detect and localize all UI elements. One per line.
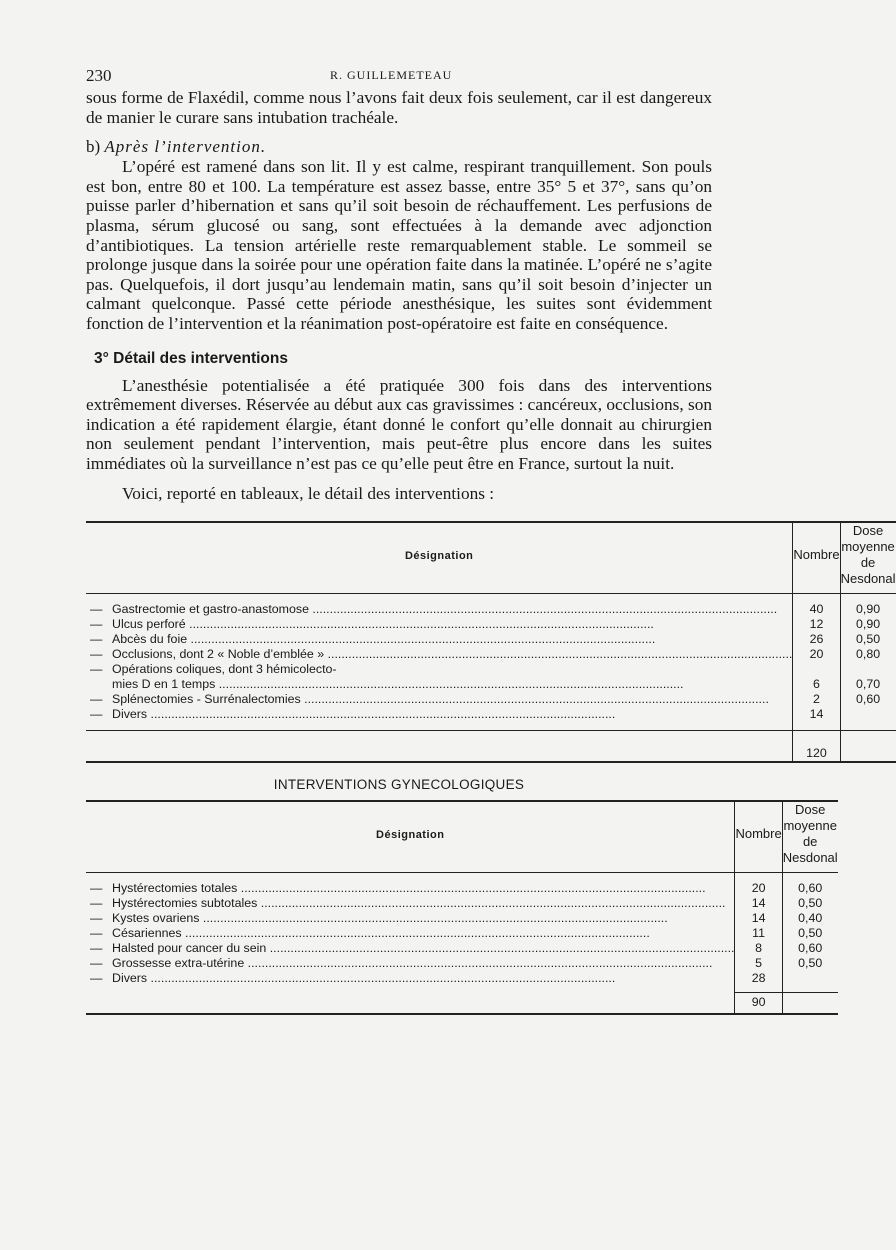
row-designation: Divers ..... — [112, 707, 792, 722]
row-dose: 0,50 — [798, 896, 823, 911]
table-row — [86, 692, 896, 707]
table-row — [86, 971, 838, 986]
row-designation: Abcès du foie ..... — [112, 632, 792, 647]
paragraph-2: L’opéré est ramené dans son lit. Il y est calme, respirant tranquillement. Son pouls est bon, entre 80 et 100. La température est assez basse, entre 35° 5 et 37°, sans qu’on puisse parler d’hibernation et sans qu’il soit besoin de réchauffement. Les perfusions de plasma, sérum glucosé ou sang, sont effectuées à la demande avec adjonction d’antibiotiques. La tension artérielle reste remarquablement stable. Le sommeil se prolonge jusque dans la soirée pour une opération faite dans la matinée. L’opéré ne s’agite pas. Quelquefois, il dort jusqu’au lendemain matin, sans qu’il soit besoin d’injecter un calmant quelconque. Passé cette période anesthésique, les suites sont évidemment fonction de l’intervention et la réanimation post-opératoire est faite en conséquence. — [86, 157, 712, 333]
table-row — [86, 602, 896, 617]
row-dash: — — [90, 941, 103, 956]
section-title: Détail des interventions — [113, 349, 288, 367]
row-dose: 0,90 — [855, 617, 881, 632]
row-dose: 0,40 — [798, 911, 823, 926]
row-dose: 0,50 — [798, 926, 823, 941]
interventions-table — [86, 521, 896, 763]
table-total-row — [86, 731, 896, 763]
col-dose-2: de Nesdonal — [840, 555, 896, 587]
table-row — [86, 617, 896, 632]
running-head: R. GUILLEMETEAU — [330, 68, 453, 82]
row-nombre: 6 — [813, 677, 820, 692]
gyneco-col-dose-1: Dose moyenne — [783, 802, 837, 834]
col-nombre: Nombre — [793, 547, 840, 563]
row-nombre: 11 — [752, 926, 766, 941]
row-dash: — — [90, 881, 103, 896]
subsection-title: Après l’intervention. — [104, 137, 267, 157]
row-nombre: 14 — [751, 896, 766, 911]
table-row — [86, 941, 838, 956]
row-dose: 0,50 — [798, 956, 823, 971]
row-dose: 0,70 — [855, 677, 881, 692]
row-designation: Hystérectomies subtotales ..... — [112, 896, 734, 911]
table-row — [86, 881, 838, 896]
row-dash: — — [90, 602, 103, 617]
col-dose-1: Dose moyenne — [841, 523, 895, 555]
row-designation: Occlusions, dont 2 « Noble d’emblée » ..... — [112, 647, 792, 662]
row-designation: Kystes ovariens ..... — [112, 911, 734, 926]
row-dose: 0,80 — [855, 647, 881, 662]
row-designation: Hystérectomies totales ..... — [112, 881, 734, 896]
gyneco-total-row — [86, 993, 838, 1014]
table-row — [86, 647, 896, 662]
row-nombre: 28 — [751, 971, 766, 986]
row-nombre: 20 — [809, 647, 824, 662]
row-nombre: 40 — [809, 602, 824, 617]
row-dash: — — [90, 971, 103, 986]
gyneco-table — [86, 800, 838, 1015]
subsection-heading — [86, 137, 712, 157]
page-number: 230 — [86, 66, 112, 85]
section-number: 3° — [94, 349, 109, 367]
table-row — [86, 911, 838, 926]
row-dose: 0,50 — [855, 632, 881, 647]
row-nombre: 14 — [751, 911, 766, 926]
row-dash: — — [90, 617, 103, 632]
row-dash — [86, 677, 112, 692]
table-row — [86, 677, 896, 692]
row-dash: — — [90, 662, 103, 677]
table-row — [86, 896, 838, 911]
row-designation: Opérations coliques, dont 3 hémicolecto- — [112, 662, 337, 677]
row-dash: — — [90, 692, 103, 707]
gyneco-table-title: INTERVENTIONS GYNECOLOGIQUES — [273, 777, 525, 793]
row-dash: — — [90, 956, 103, 971]
row-dash: — — [90, 926, 103, 941]
row-dash: — — [90, 911, 103, 926]
page-header — [86, 66, 712, 88]
row-dash: — — [90, 647, 103, 662]
row-dash: — — [90, 632, 103, 647]
row-nombre: 26 — [809, 632, 824, 647]
paragraph-4: Voici, reporté en tableaux, le détail des interventions : — [122, 483, 495, 503]
table-header-row — [86, 522, 896, 587]
table-row — [86, 956, 838, 971]
row-nombre: 8 — [755, 941, 763, 956]
paragraph-3: L’anesthésie potentialisée a été pratiquée 300 fois dans des interventions extrêmement diverses. Réservée au début aux cas gravissimes : cancéreux, occlusions, son indication a été rapidement élargie, étant donné le confort qu’elle donnait au chirurgien non seulement pendant l’intervention, mais peut-être plus encore dans les suites immédiates où la surveillance n’est pas ce qu’elle peut être en France, surtout la nuit. — [86, 375, 712, 473]
row-dash: — — [90, 896, 103, 911]
row-dose: 0,90 — [855, 602, 881, 617]
table-total: 120 — [806, 746, 827, 761]
table-row — [86, 632, 896, 647]
row-nombre: 12 — [809, 617, 824, 632]
row-dose: 0,60 — [798, 881, 823, 896]
page — [86, 66, 896, 1015]
gyneco-total: 90 — [751, 995, 766, 1010]
row-designation: Halsted pour cancer du sein ..... — [112, 941, 734, 956]
row-dose: 0,60 — [798, 941, 823, 956]
row-nombre: 20 — [751, 881, 766, 896]
row-designation: Ulcus perforé ..... — [112, 617, 792, 632]
row-designation: Splénectomies - Surrénalectomies ..... — [112, 692, 792, 707]
table-row — [86, 707, 896, 722]
row-dose: 0,60 — [855, 692, 881, 707]
row-designation: Grossesse extra-utérine ..... — [112, 956, 734, 971]
row-nombre: 2 — [813, 692, 820, 707]
row-nombre: 14 — [809, 707, 824, 722]
row-designation: Césariennes ..... — [112, 926, 734, 941]
gyneco-col-nombre: Nombre — [735, 826, 782, 842]
row-dash: — — [90, 707, 103, 722]
table-row — [86, 662, 896, 677]
row-nombre: 5 — [755, 956, 763, 971]
table-row — [86, 926, 838, 941]
row-designation: Divers ..... — [112, 971, 734, 986]
row-designation: mies D en 1 temps ..... — [112, 677, 792, 692]
gyneco-header-row — [86, 801, 838, 866]
subsection-label: b) — [86, 137, 101, 157]
paragraph-1: sous forme de Flaxédil, comme nous l’avons fait deux fois seulement, car il est dangereux de manier le curare sans intubation trachéale. — [86, 88, 712, 127]
row-designation: Gastrectomie et gastro-anastomose ..... — [112, 602, 792, 617]
gyneco-col-designation: Désignation — [376, 828, 445, 841]
gyneco-col-dose-2: de Nesdonal — [782, 834, 838, 866]
col-designation: Désignation — [404, 549, 474, 562]
section-heading — [86, 348, 712, 370]
